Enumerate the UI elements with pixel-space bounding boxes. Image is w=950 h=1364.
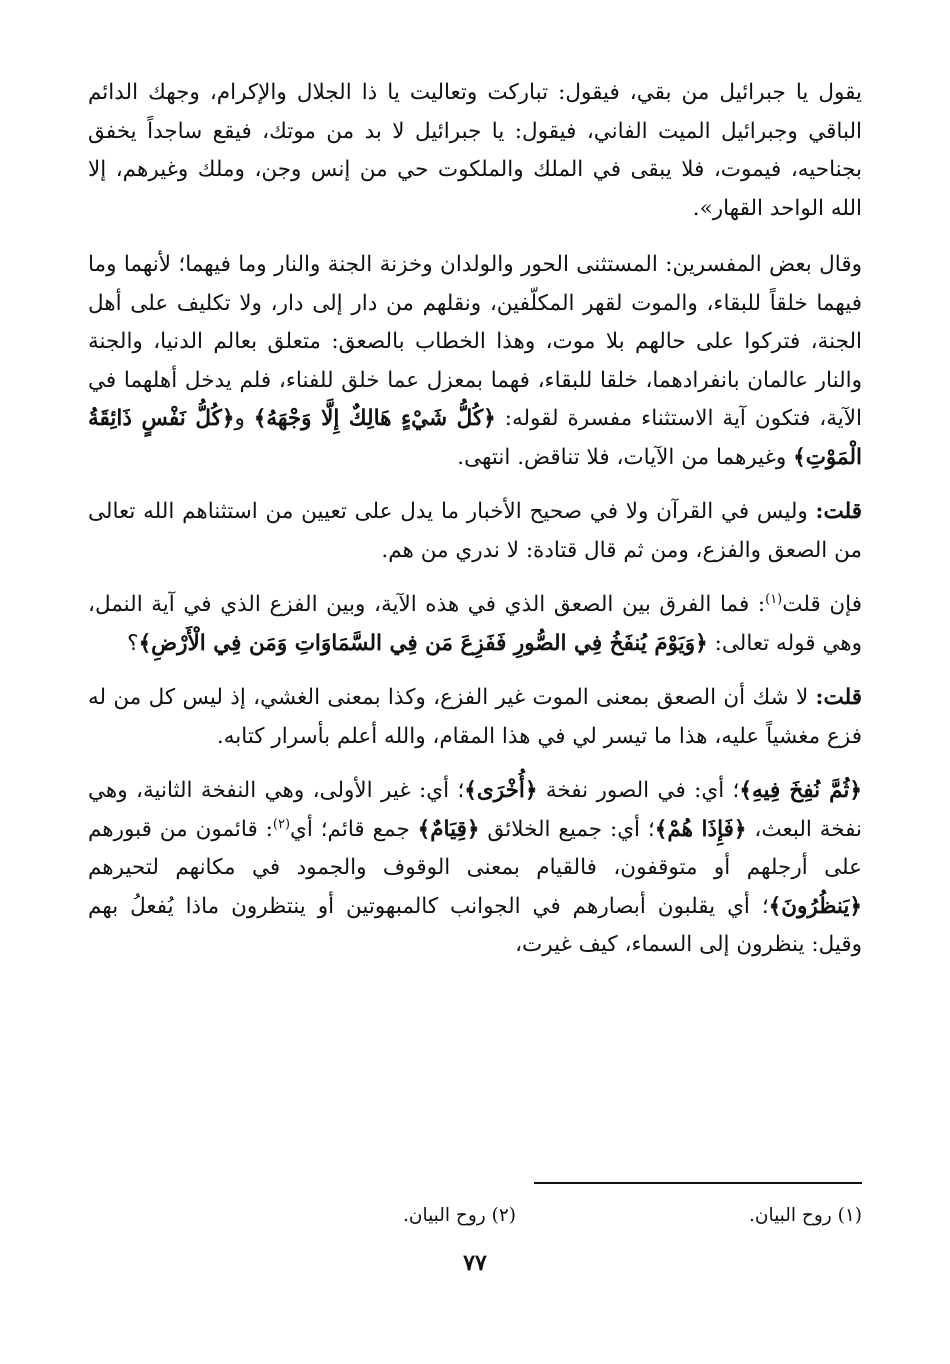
paragraph-6-text-5: : قائمون من قبورهم على أرجلهم أو متوقفون، فالقيام بمعنى الوقوف والجمود في مكانهم لتحيرهم bbox=[88, 816, 862, 880]
paragraph-5-text: لا شك أن الصعق بمعنى الموت غير الفزع، وكذا بمعنى الغشي، إذ ليس كل من له فزع مغشياً عليه، هذا ما تيسر لي في هذا المقام، والله أعلم بأسرار كتابه. bbox=[88, 685, 862, 749]
footnote-2: (٢) روح البيان. bbox=[403, 1205, 516, 1226]
paragraph-1: يقول يا جبرائيل من بقي، فيقول: تباركت وتعاليت يا ذا الجلال والإكرام، وجهك الدائم الباقي وجبرائيل الميت الفاني، فيقول: يا جبرائيل لا بد من موتك، فيقع ساجداً يخفق بجناحيه، فيموت، فلا يبقى في الملك والملكوت حي من إنس وجن، وملك وغيرهم، إلا الله الواحد القهار». bbox=[88, 80, 862, 221]
footnote-ref-2[interactable]: (٢) bbox=[272, 816, 291, 832]
page-number: ٧٧ bbox=[463, 1250, 487, 1276]
paragraph-6 bbox=[88, 772, 862, 965]
page-body bbox=[88, 74, 862, 1334]
quran-verse-3: ﴿وَيَوْمَ يُنفَخُ فِي الصُّورِ فَفَزِعَ مَن فِي السَّمَاوَاتِ وَمَن فِي الْأَرْضِ﴾ bbox=[138, 630, 708, 656]
quran-phrase-1: ﴿ثُمَّ نُفِخَ فِيهِ﴾ bbox=[739, 778, 863, 803]
footnote-divider bbox=[534, 1182, 862, 1184]
footnotes bbox=[88, 1202, 862, 1236]
paragraph-4-text: : فما الفرق بين الصعق الذي في هذه الآية، وبين الفزع الذي في آية النمل، وهي قوله تعالى: bbox=[88, 592, 862, 656]
paragraph-6-text-6: ؛ أي يقلبون أبصارهم في الجوانب كالمبهوتين أو ينتظرون ماذا يُفعلُ بهم وقيل: ينظرون إلى السماء، كيف غيرت، bbox=[88, 893, 862, 957]
paragraph-4-lead: فإن قلت bbox=[782, 592, 862, 617]
paragraph-2 bbox=[88, 246, 862, 477]
paragraph-2-text-start: وقال بعض المفسرين: المستثنى الحور والولدان وخزنة الجنة والنار وما فيهما؛ لأنهما وما فيهما خلقاً للبقاء، والموت لقهر المكلّفين، ونقلهم من دار إلى دار، ولا تكليف على أهل الجنة، فتركوا على حالهم بلا موت، وهذا الخطاب بالصعق: متعلق بعالم الدنيا، والجنة والنار عالمان بانفرادهما، خلقا للبقاء، فهما بمعزل عما خلق للفناء، فلم يدخل أهلهما في الآية، فتكون آية الاستثناء مفسرة لقوله: bbox=[88, 252, 862, 431]
paragraph-5-lead: قلت: bbox=[815, 685, 862, 710]
paragraph-4-end: ؟ bbox=[127, 630, 139, 656]
paragraph-6-text-3: ؛ أي: جميع الخلائق bbox=[479, 816, 655, 842]
paragraph-3 bbox=[88, 493, 862, 570]
quran-phrase-4: ﴿قِيَامٌ﴾ bbox=[417, 816, 480, 842]
paragraph-6-text-4: جمع قائم؛ أي bbox=[290, 816, 418, 842]
footnote-1: (١) روح البيان. bbox=[749, 1205, 862, 1226]
quran-verse-2: ﴿كُلُّ نَفْسٍ ذَائِقَةُ الْمَوْتِ﴾ bbox=[88, 406, 862, 470]
paragraph-6-text-1: ؛ أي: في الصور نفخة bbox=[537, 778, 740, 803]
paragraph-3-text: وليس في القرآن ولا في صحيح الأخبار ما يدل على تعيين من استثناهم الله تعالى من الصعق والفزع، ومن ثم قال قتادة: لا ندري من هم. bbox=[88, 499, 862, 563]
quran-phrase-2: ﴿أُخْرَى﴾ bbox=[464, 778, 538, 803]
paragraph-2-text-end: وغيرهما من الآيات، فلا تناقض. انتهى. bbox=[457, 444, 794, 470]
paragraph-3-lead: قلت: bbox=[815, 499, 862, 524]
quran-verse-1: ﴿كُلُّ شَيْءٍ هَالِكٌ إِلَّا وَجْهَهُ﴾ bbox=[253, 406, 496, 431]
paragraph-6-text-2: ؛ أي: غير الأولى، وهي النفخة الثانية، وهي نفخة البعث، bbox=[88, 778, 863, 842]
paragraph-4 bbox=[88, 586, 862, 663]
quran-phrase-5: ﴿يَنظُرُونَ﴾ bbox=[768, 893, 862, 919]
quran-phrase-3: ﴿فَإِذَا هُمْ﴾ bbox=[654, 816, 747, 842]
paragraph-2-conjunction: و bbox=[234, 406, 254, 431]
paragraph-5 bbox=[88, 679, 862, 756]
footnote-ref-1[interactable]: (١) bbox=[765, 591, 783, 607]
